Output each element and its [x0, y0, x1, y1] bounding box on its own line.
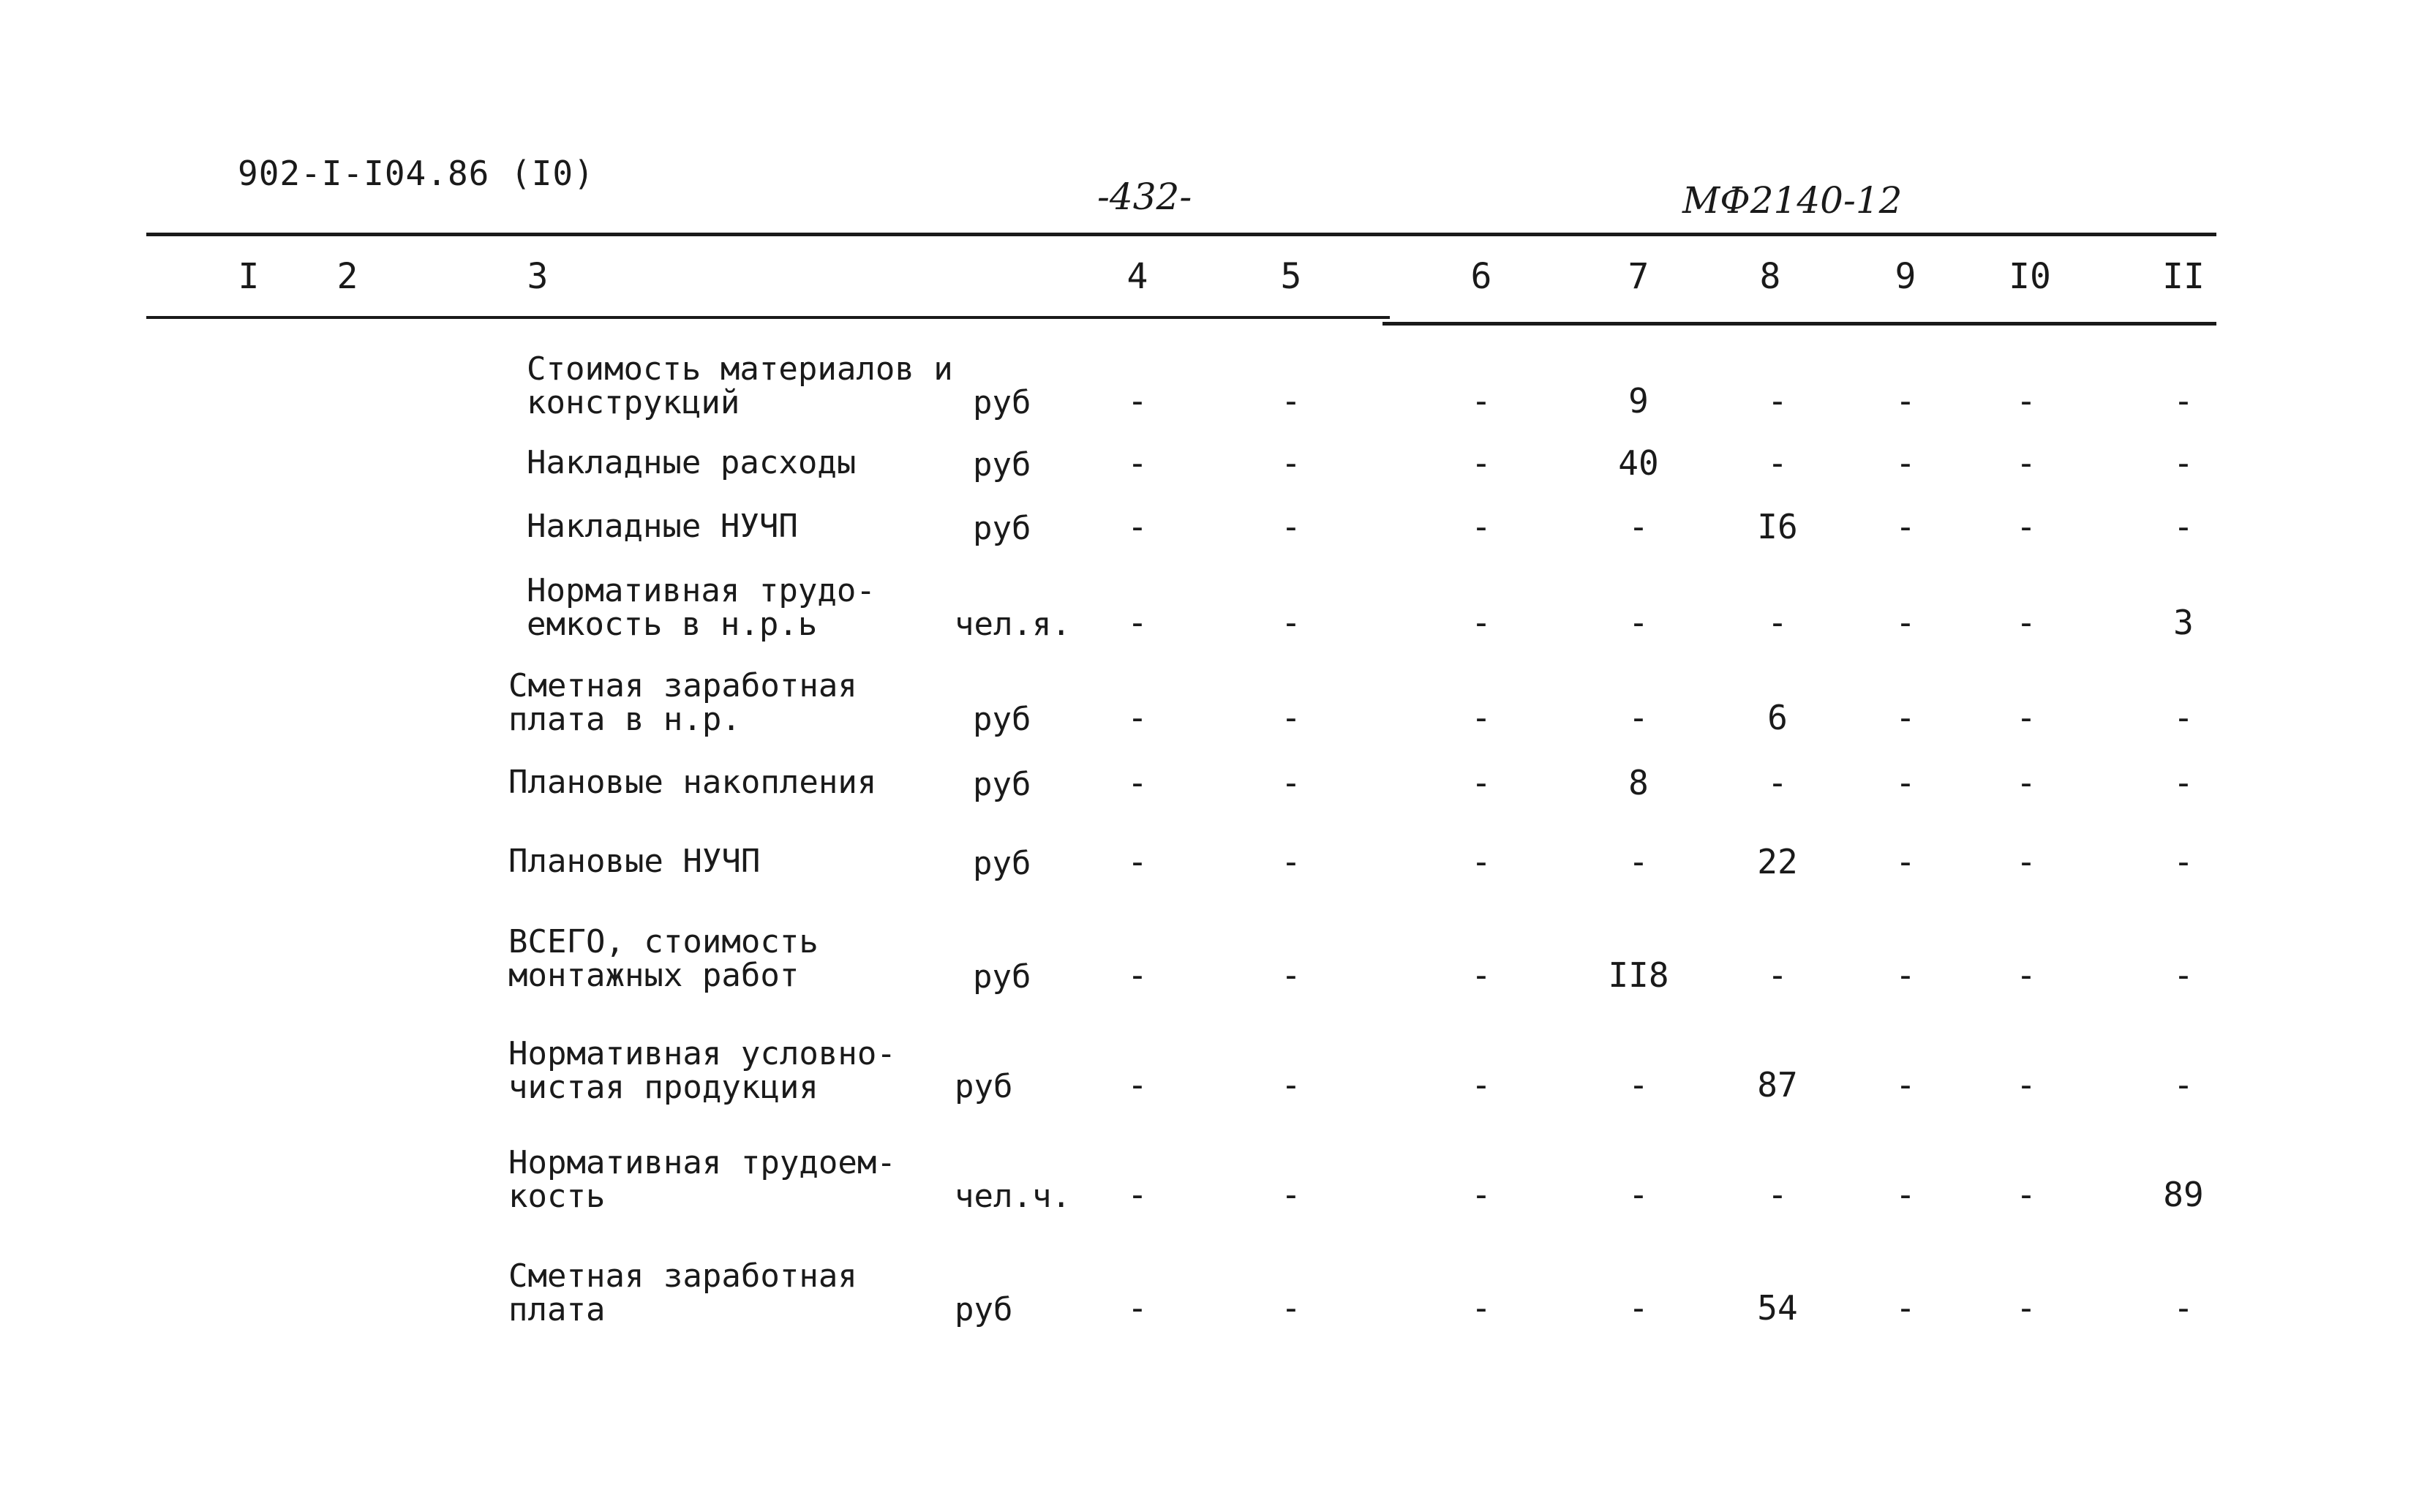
table-cell: -: [1281, 603, 1301, 642]
table-cell: -: [1767, 381, 1788, 421]
table-cell: -: [1127, 381, 1148, 421]
table-cell: -: [1127, 507, 1148, 546]
table-cell: -: [2016, 842, 2036, 881]
table-cell: -: [1895, 1288, 1916, 1328]
table-cell: -: [1895, 603, 1916, 642]
row-unit: руб: [955, 1291, 1013, 1328]
table-cell: -: [2016, 507, 2036, 546]
column-header: II: [2162, 256, 2205, 297]
table-cell: -: [1895, 842, 1916, 881]
column-header: 6: [1470, 256, 1492, 297]
table-cell: -: [1895, 1065, 1916, 1105]
table-cell: -: [1767, 1175, 1788, 1214]
table-cell: -: [1628, 1175, 1649, 1214]
table-cell: -: [1471, 1175, 1491, 1214]
row-unit: чел.ч.: [955, 1178, 1071, 1215]
table-cell: -: [2016, 381, 2036, 421]
row-description: емкость в н.р.ь: [527, 606, 818, 643]
sheet-code: МФ2140-12: [1682, 179, 1903, 222]
table-cell: -: [2173, 381, 2194, 421]
table-cell: -: [1628, 842, 1649, 881]
table-cell: -: [1281, 955, 1301, 995]
header-bottom-rule-left: [146, 316, 1390, 319]
table-cell: -: [1281, 763, 1301, 802]
row-unit: руб: [973, 384, 1031, 421]
table-cell: -: [1127, 1175, 1148, 1214]
table-cell: 3: [2173, 603, 2194, 642]
table-cell: 6: [1767, 698, 1788, 737]
table-cell: -: [1127, 698, 1148, 737]
table-cell: -: [1127, 955, 1148, 995]
row-description: плата: [508, 1291, 606, 1328]
table-cell: -: [1281, 1065, 1301, 1105]
table-cell: -: [1767, 763, 1788, 802]
table-cell: -: [1281, 507, 1301, 546]
table-cell: 9: [1628, 381, 1649, 421]
table-cell: -: [2016, 603, 2036, 642]
table-cell: -: [1471, 1288, 1491, 1328]
table-cell: -: [1127, 1065, 1148, 1105]
row-description: ВСЕГО, стоимость: [508, 923, 819, 960]
row-description: Сметная заработная: [508, 667, 857, 704]
row-unit: руб: [955, 1068, 1013, 1105]
column-header: 9: [1895, 256, 1916, 297]
table-cell: -: [1281, 381, 1301, 421]
table-cell: -: [1628, 603, 1649, 642]
table-cell: -: [1127, 603, 1148, 642]
table-cell: -: [1127, 1288, 1148, 1328]
row-description: Накладные НУЧП: [527, 508, 798, 545]
table-cell: -: [1281, 842, 1301, 881]
row-unit: руб: [973, 766, 1031, 803]
table-cell: -: [1895, 1175, 1916, 1214]
row-description: Нормативная условно-: [508, 1035, 896, 1072]
header-bottom-rule-right: [1382, 322, 2216, 326]
table-cell: -: [1767, 955, 1788, 995]
row-unit: руб: [973, 845, 1031, 882]
table-cell: -: [1471, 381, 1491, 421]
row-description: Стоимость материалов и: [527, 350, 953, 388]
column-header: 2: [336, 256, 358, 297]
row-description: конструкций: [527, 384, 740, 421]
table-cell: -: [2016, 698, 2036, 737]
row-description: Плановые НУЧП: [508, 843, 761, 880]
row-description: Нормативная трудоем-: [508, 1144, 896, 1181]
table-cell: -: [1895, 443, 1916, 483]
column-header: 8: [1759, 256, 1781, 297]
table-cell: -: [1127, 842, 1148, 881]
row-description: монтажных работ: [508, 957, 800, 994]
row-unit: руб: [973, 958, 1031, 996]
row-unit: чел.я.: [955, 606, 1071, 643]
table-cell: -: [1281, 698, 1301, 737]
table-cell: -: [1471, 507, 1491, 546]
table-cell: -: [1767, 603, 1788, 642]
row-description: чистая продукция: [508, 1069, 819, 1106]
header-top-rule: [146, 233, 2216, 236]
table-cell: -: [2016, 955, 2036, 995]
row-description: Сметная заработная: [508, 1257, 857, 1295]
row-unit: руб: [973, 446, 1031, 484]
table-cell: -: [2173, 443, 2194, 483]
table-cell: -: [1628, 1065, 1649, 1105]
table-cell: -: [1895, 381, 1916, 421]
table-cell: -: [2173, 763, 2194, 802]
table-cell: -: [2016, 1288, 2036, 1328]
document-code: 902-I-I04.86 (I0): [238, 154, 595, 193]
table-cell: 22: [1757, 842, 1798, 881]
table-cell: -: [1281, 443, 1301, 483]
column-header: 3: [527, 256, 549, 297]
column-header: 7: [1628, 256, 1649, 297]
row-description: Плановые накопления: [508, 764, 877, 801]
table-cell: II8: [1608, 955, 1669, 995]
row-description: плата в н.р.: [508, 701, 741, 738]
table-cell: -: [1471, 842, 1491, 881]
table-cell: -: [1628, 698, 1649, 737]
table-cell: 89: [2163, 1175, 2204, 1214]
table-cell: -: [1471, 698, 1491, 737]
column-header: 4: [1126, 256, 1148, 297]
table-cell: 40: [1618, 443, 1659, 483]
table-cell: -: [1471, 955, 1491, 995]
table-cell: -: [2173, 1065, 2194, 1105]
table-cell: -: [1471, 1065, 1491, 1105]
table-cell: -: [2173, 955, 2194, 995]
column-header: 5: [1280, 256, 1302, 297]
table-cell: -: [1127, 763, 1148, 802]
table-cell: -: [2016, 443, 2036, 483]
table-cell: -: [1895, 763, 1916, 802]
table-cell: -: [1471, 603, 1491, 642]
column-header: I0: [2009, 256, 2051, 297]
row-unit: руб: [973, 510, 1031, 547]
table-cell: -: [2173, 698, 2194, 737]
table-cell: -: [2173, 842, 2194, 881]
table-cell: -: [2016, 763, 2036, 802]
table-cell: -: [1281, 1288, 1301, 1328]
row-description: кость: [508, 1178, 606, 1215]
table-cell: -: [1628, 507, 1649, 546]
table-cell: -: [1628, 1288, 1649, 1328]
table-cell: -: [2016, 1175, 2036, 1214]
table-cell: -: [1895, 507, 1916, 546]
table-cell: -: [1471, 443, 1491, 483]
row-description: Накладные расходы: [527, 444, 857, 481]
table-cell: -: [2016, 1065, 2036, 1105]
table-cell: -: [1895, 698, 1916, 737]
table-cell: -: [2173, 1288, 2194, 1328]
column-header: I: [238, 256, 260, 297]
row-unit: руб: [973, 701, 1031, 738]
table-cell: -: [1281, 1175, 1301, 1214]
table-cell: -: [1471, 763, 1491, 802]
row-description: Нормативная трудо-: [527, 572, 876, 609]
table-cell: -: [1895, 955, 1916, 995]
table-cell: 54: [1757, 1288, 1798, 1328]
page-number: -432-: [1097, 176, 1192, 218]
table-cell: -: [1767, 443, 1788, 483]
table-cell: -: [2173, 507, 2194, 546]
table-cell: 87: [1757, 1065, 1798, 1105]
table-cell: 8: [1628, 763, 1649, 802]
table-cell: -: [1127, 443, 1148, 483]
table-cell: I6: [1757, 507, 1798, 546]
